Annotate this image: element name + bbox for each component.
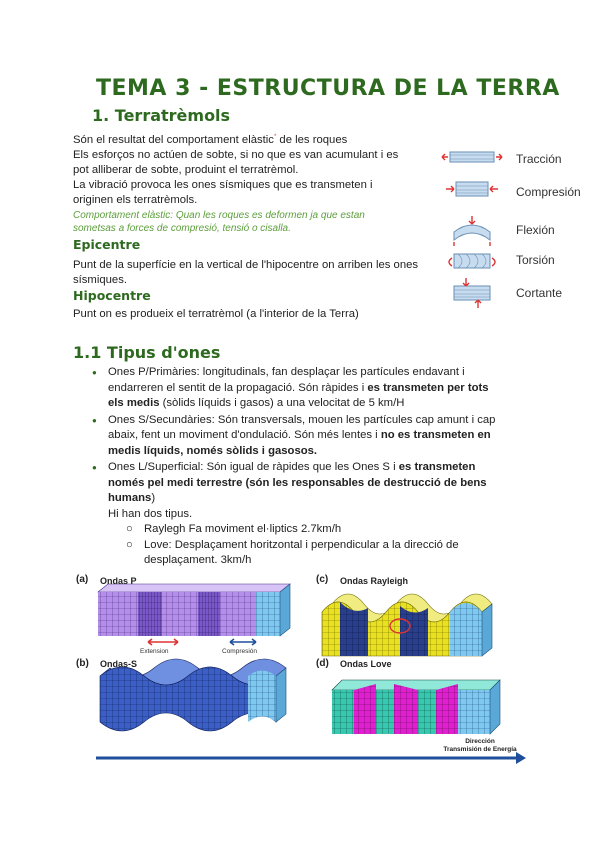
paragraph-line: La vibració provoca les ones sísmiques que es transmeten i (73, 178, 373, 191)
surface-wave-sublist (108, 522, 528, 569)
compression-block (446, 182, 498, 196)
stress-label-torsion: Torsión (516, 253, 555, 267)
s-wave-block (100, 659, 286, 731)
epicentre-definition (73, 258, 433, 288)
panel-a-title: Ondas P (100, 576, 137, 586)
panel-d-title: Ondas Love (340, 659, 392, 669)
panel-b-letter: (b) (76, 658, 89, 669)
section1-body (73, 130, 433, 236)
footnote-line: sometsas a forces de compresió, tensió o cisalla. (73, 223, 291, 235)
circle-bullet-icon: ○ (126, 538, 133, 551)
bullet-icon: ● (92, 463, 97, 472)
paragraph-line: Punt on es produeix el terratrèmol (a l'interior de la Terra) (73, 308, 359, 320)
love-wave-block (332, 680, 500, 734)
rayleigh-wave-block (322, 594, 492, 656)
circle-bullet-icon: ○ (126, 523, 133, 535)
footnote-line: Comportament elàstic: Quan les roques es deformen ja que estan (73, 209, 365, 221)
stress-diagram-image (436, 140, 516, 310)
p-wave-block (98, 584, 290, 645)
panel-c-title: Ondas Rayleigh (340, 576, 409, 586)
paragraph-line: Els esforços no actúen de sobte, si no que es van acumulant i es (73, 148, 399, 161)
list-item-s-waves: ● Ones S/Secundàries: Són transversals, mouen les partícules cap amunt i cap abaix, fent un moviment d'ondulació. Són més lentes i no es transmeten en medis líquids, només sòlids i gasosos. (92, 413, 496, 457)
paragraph-line: Punt de la superfície en la vertical de l'hipocentre on arriben les ones (73, 259, 419, 271)
list-item-p-waves: ● Ones P/Primàries: longitudinals, fan desplaçar les partícules endavant i endarreren el sentit de la propagació. Són ràpides i es transmeten per tots els medis (sòlids líquids i gasos) a una velocitat de 5 km/H (92, 366, 489, 409)
paragraph-line: Són el resultat del comportament elàstic* de les roques (73, 133, 348, 146)
list-item-rayleigh: ○ Raylegh Fa moviment el·liptics 2.7km/h (144, 522, 528, 538)
paragraph-line: originen els terratrèmols. (73, 193, 198, 206)
panel-c-letter: (c) (316, 574, 329, 585)
stress-label-compression: Compresión (516, 185, 581, 199)
hipocentre-heading: Hipocentre (73, 288, 151, 303)
stress-label-traction: Tracción (516, 152, 562, 166)
flexion-block (454, 216, 490, 246)
shear-block (454, 278, 490, 308)
traction-block (442, 152, 502, 162)
list-item-love: ○ Love: Desplaçament horitzontal i perpendicular a la direcció de desplaçament. 3km/h (126, 538, 459, 566)
torsion-block (449, 254, 495, 268)
section-heading-tipus-ones: 1.1 Tipus d'ones (73, 343, 221, 362)
direction-caption: Dirección Transmisión de Energía (443, 738, 517, 753)
paragraph-line: pot alliberar de sobte, produint el terratrèmol. (73, 163, 299, 176)
panel-a-extension-label: Extension (140, 648, 169, 655)
panel-d-letter: (d) (316, 658, 329, 669)
stress-figure (436, 140, 586, 310)
panel-a-compression-label: Compresión (222, 648, 258, 655)
wave-types-list (92, 365, 528, 569)
seismic-waves-figure (70, 572, 530, 772)
section-heading-terratremols: 1. Terratrèmols (92, 106, 231, 125)
paragraph-line: sísmiques. (73, 274, 127, 286)
bullet-icon: ● (92, 368, 97, 377)
hipocentre-definition (73, 307, 433, 322)
bullet-icon: ● (92, 415, 97, 425)
page-title: TEMA 3 - ESTRUCTURA DE LA TERRA (96, 76, 560, 101)
stress-label-shear: Cortante (516, 286, 563, 300)
stress-label-flexion: Flexión (516, 223, 555, 237)
list-item-l-waves: ● Ones L/Superficial: Són igual de ràpides que les Ones S i es transmeten només pel medi terrestre (són les responsables de destrucció de bens humans) Hi han dos tipus. (92, 461, 487, 520)
epicentre-heading: Epicentre (73, 237, 141, 252)
panel-b-title: Ondas-S (100, 659, 138, 669)
panel-a-letter: (a) (76, 574, 89, 585)
